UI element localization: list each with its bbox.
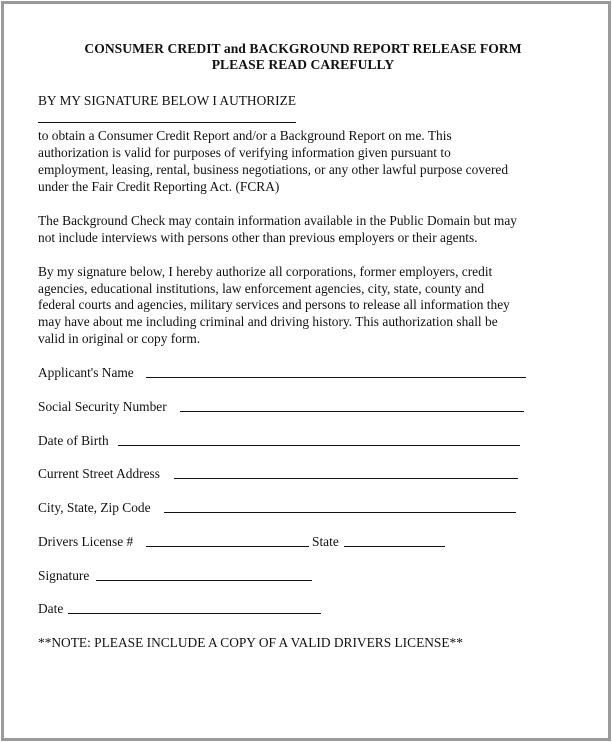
paragraph-authorization-line: authorization is valid for purposes of verifying information given pursuant to xyxy=(38,145,451,160)
dob-field[interactable] xyxy=(118,445,520,446)
form-subtitle: PLEASE READ CAREFULLY xyxy=(211,57,395,72)
paragraph-release-line: By my signature below, I hereby authorize all corporations, former employers, credit xyxy=(38,264,493,279)
paragraph-authorization-line: employment, leasing, rental, business negotiations, or any other lawful purpose covered xyxy=(38,162,509,177)
paragraph-release-line: may have about me including criminal and driving history. This authorization shall be xyxy=(38,314,498,329)
paragraph-authorization-line: under the Fair Credit Reporting Act. (FCRA) xyxy=(38,179,280,194)
dob-label: Date of Birth xyxy=(38,433,109,448)
street-address-label: Current Street Address xyxy=(38,466,160,481)
city-state-zip-label: City, State, Zip Code xyxy=(38,500,151,515)
street-address-field[interactable] xyxy=(174,478,518,479)
authorize-statement: BY MY SIGNATURE BELOW I AUTHORIZE xyxy=(38,93,297,108)
applicant-name-field[interactable] xyxy=(146,377,526,378)
authorized-party-blank[interactable] xyxy=(38,122,296,123)
form-title: CONSUMER CREDIT and BACKGROUND REPORT RELEASE FORM xyxy=(84,41,522,56)
date-field[interactable] xyxy=(68,613,321,614)
signature-field[interactable] xyxy=(96,580,312,581)
paragraph-authorization-line: to obtain a Consumer Credit Report and/or a Background Report on me. This xyxy=(38,128,452,143)
paragraph-background-check-line: not include interviews with persons other than previous employers or their agents. xyxy=(38,230,478,245)
applicant-name-label: Applicant's Name xyxy=(38,365,134,380)
paragraph-release-line: federal courts and agencies, military services and persons to release all information they xyxy=(38,297,510,312)
drivers-license-note: **NOTE: PLEASE INCLUDE A COPY OF A VALID DRIVERS LICENSE** xyxy=(38,635,463,650)
paragraph-release-line: valid in original or copy form. xyxy=(38,331,201,346)
city-state-zip-field[interactable] xyxy=(164,512,516,513)
ssn-label: Social Security Number xyxy=(38,399,167,414)
signature-label: Signature xyxy=(38,568,90,583)
date-label: Date xyxy=(38,601,64,616)
license-state-field[interactable] xyxy=(344,546,445,547)
ssn-field[interactable] xyxy=(180,411,524,412)
paragraph-release-line: agencies, educational institutions, law enforcement agencies, city, state, county and xyxy=(38,281,485,296)
license-state-label: State xyxy=(312,534,339,549)
drivers-license-label: Drivers License # xyxy=(38,534,134,549)
paragraph-background-check-line: The Background Check may contain information available in the Public Domain but may xyxy=(38,213,517,228)
drivers-license-field[interactable] xyxy=(146,546,309,547)
